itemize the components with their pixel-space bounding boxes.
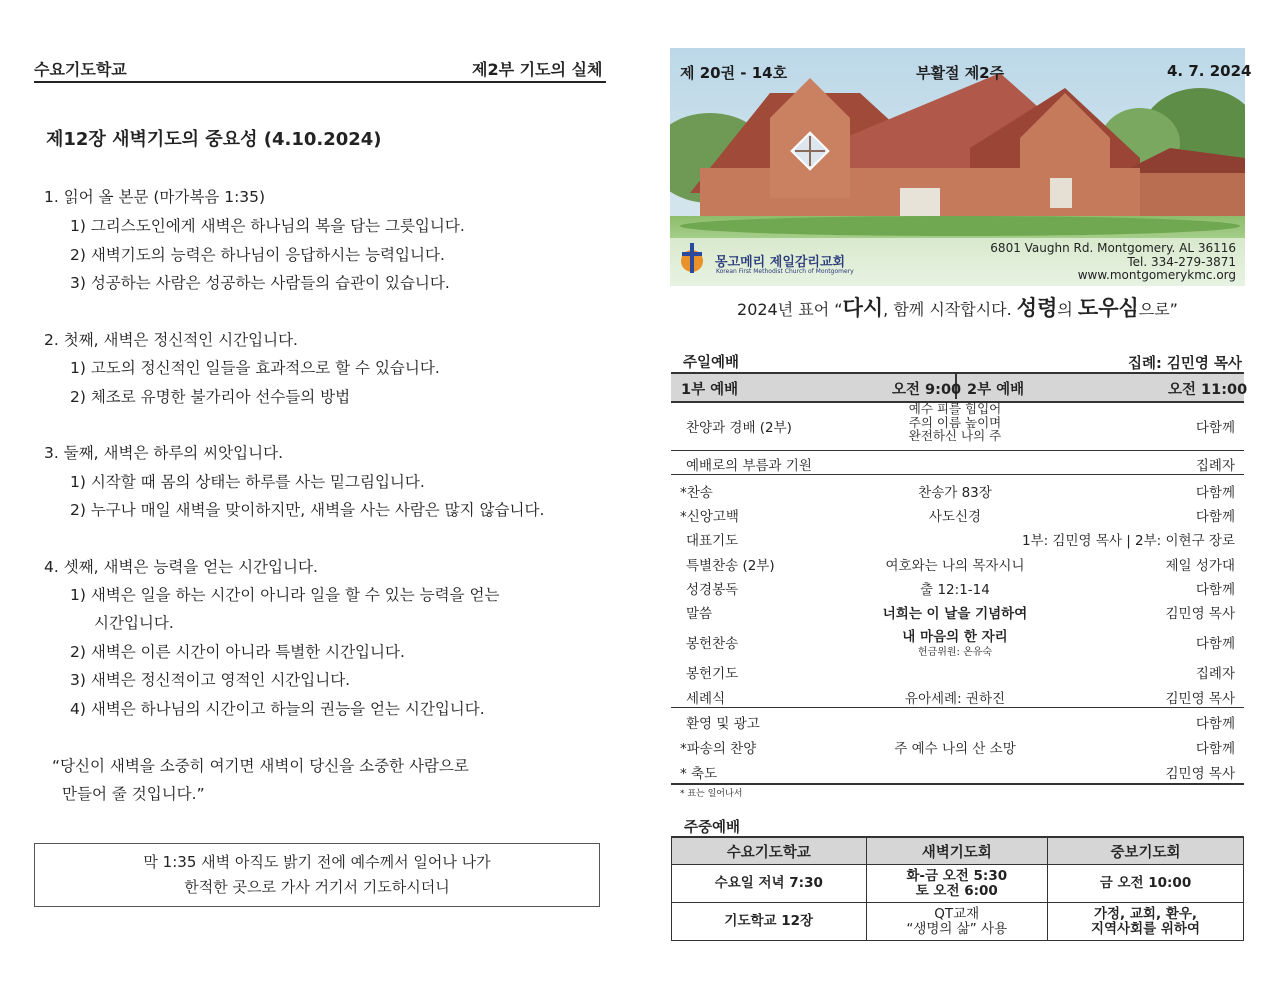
yearly-motto [670, 292, 1245, 322]
order-item-label: *파송의 찬양 [680, 741, 757, 757]
praise-song: 예수 피를 힘입어 [908, 401, 1002, 416]
order-item-label: 말씀 [686, 606, 713, 622]
bulletin-date: 4. 7. 2024 [1167, 62, 1252, 80]
order-item-content: 사도신경 [928, 509, 982, 525]
cell-line: “생명의 삶” 사용 [906, 920, 1008, 937]
offering-note: 헌금위원: 온유숙 [917, 647, 993, 658]
part-header: 제2부 기도의 실체 [472, 60, 603, 79]
motto-prefix: 2024년 표어 “ [737, 300, 843, 319]
column-header: 수요기도학교 [672, 837, 867, 865]
order-item-who: 다함께 [1195, 716, 1235, 732]
section-item: 1) 그리스도인에게 새벽은 하나님의 복을 담는 그릇입니다. [70, 217, 465, 235]
order-item-who: 김민영 목사 [1165, 766, 1235, 782]
order-item-who: 다함께 [1195, 485, 1235, 501]
section-item: 1) 시작할 때 몸의 상태는 하루를 사는 밑그림입니다. [70, 473, 425, 491]
table-cell [866, 865, 1047, 903]
order-item-label: 찬양과 경배 (2부) [686, 420, 792, 436]
chapter-title: 제12장 새벽기도의 중요성 (4.10.2024) [46, 129, 382, 150]
order-item-label: *찬송 [680, 485, 713, 501]
liturgical-season: 부활절 제2주 [916, 64, 1005, 82]
church-name-en: Korean First Methodist Church of Montgomery [716, 268, 854, 275]
section-item: 2) 누구나 매일 새벽을 맞이하지만, 새벽을 사는 사람은 많지 않습니다. [70, 501, 545, 519]
column-header: 중보기도회 [1047, 837, 1243, 865]
cell-line: 토 오전 6:00 [915, 882, 998, 899]
section-heading: 3. 둘째, 새벽은 하루의 씨앗입니다. [44, 444, 284, 462]
scripture-box [34, 843, 600, 907]
order-item-label: 특별찬송 (2부) [686, 558, 775, 574]
offering-song: 내 마음의 한 자리 [902, 629, 1008, 645]
standing-footnote: * 표는 일어나서 [680, 789, 743, 799]
church-phone: Tel. 334-279-3871 [1127, 255, 1236, 269]
section-item: 2) 새벽은 이른 시간이 아니라 특별한 시간입니다. [70, 643, 405, 661]
table-cell: 금 오전 10:00 [1047, 865, 1243, 903]
section-item: 2) 새벽기도의 능력은 하나님이 응답하시는 능력입니다. [70, 246, 445, 264]
order-item-who: 다함께 [1195, 509, 1235, 525]
first-service-time: 오전 9:00 [892, 382, 962, 398]
second-service-time: 오전 11:00 [1168, 382, 1248, 398]
order-divider [671, 474, 1244, 475]
order-item-label: 성경봉독 [686, 582, 739, 598]
order-item-content: 유아세례: 권하진 [904, 691, 1006, 707]
order-item-who: 다함께 [1195, 636, 1235, 652]
order-divider [671, 450, 1244, 451]
table-cell: 기도학교 12장 [672, 903, 867, 941]
table-header-row [672, 837, 1244, 865]
motto-text: , 함께 시작합시다. [883, 300, 1017, 319]
section-item: 4) 새벽은 하나님의 시간이고 하늘의 권능을 얻는 시간입니다. [70, 700, 485, 718]
section-heading: 2. 첫째, 새벽은 정신적인 시간입니다. [44, 331, 298, 349]
table-row [672, 903, 1244, 941]
quote-line: 만들어 줄 것입니다.” [62, 785, 205, 803]
first-service-label: 1부 예배 [681, 382, 739, 398]
section-heading: 1. 읽어 올 본문 (마가복음 1:35) [44, 188, 266, 206]
quote-line: “당신이 새벽을 소중히 여기면 새벽이 당신을 소중한 사람으로 [52, 757, 469, 775]
scripture-line: 한적한 곳으로 가사 거기서 기도하시더니 [184, 878, 450, 896]
order-item-who: 다함께 [1195, 741, 1235, 757]
order-item-content: 여호와는 나의 목자시니 [885, 558, 1025, 574]
church-website: www.montgomerykmc.org [1077, 268, 1236, 282]
order-item-who: 김민영 목사 [1165, 606, 1235, 622]
sermon-title: 너희는 이 날을 기념하여 [882, 606, 1028, 622]
order-item-who: 집례자 [1195, 666, 1235, 682]
section-item: 1) 고도의 정신적인 일들을 효과적으로 할 수 있습니다. [70, 359, 440, 377]
service-leader: 집례: 김민영 목사 [1128, 356, 1242, 372]
section-item: 2) 체조로 유명한 불가리아 선수들의 방법 [70, 388, 351, 406]
church-name: 몽고메리 제일감리교회 [715, 255, 846, 270]
weekday-service-title: 주중예배 [684, 820, 741, 836]
header-divider [34, 81, 606, 83]
table-cell [1047, 903, 1243, 941]
section-item: 3) 새벽은 정신적이고 영적인 시간입니다. [70, 671, 351, 689]
praise-song: 주의 이름 높이며 [908, 414, 1002, 430]
order-item-label: 대표기도 [686, 533, 739, 549]
praise-songs [870, 402, 1040, 443]
cell-line: 화-금 오전 5:30 [906, 867, 1008, 884]
order-item-who: 김민영 목사 [1165, 691, 1235, 707]
order-item-label: 세례식 [686, 691, 726, 707]
order-item-label: 봉헌기도 [686, 666, 739, 682]
motto-emphasis: 도우심 [1077, 296, 1139, 320]
motto-emphasis: 성령 [1016, 296, 1058, 320]
volume-number: 제 20권 - 14호 [680, 64, 788, 82]
order-item-who: 다함께 [1195, 420, 1235, 436]
section-heading: 4. 셋째, 새벽은 능력을 얻는 시간입니다. [44, 558, 318, 576]
table-cell: 수요일 저녁 7:30 [672, 865, 867, 903]
church-address: 6801 Vaughn Rd. Montgomery. AL 36116 [990, 241, 1236, 255]
motto-text: 의 [1057, 300, 1078, 319]
table-cell [866, 903, 1047, 941]
order-item-label: *신앙고백 [680, 509, 739, 525]
column-header: 새벽기도회 [866, 837, 1047, 865]
order-item-content: 출 12:1-14 [920, 582, 990, 598]
order-divider [671, 707, 1244, 708]
order-item-label: 봉헌찬송 [686, 636, 739, 652]
weekday-service-table [671, 836, 1244, 941]
order-item-who: 제일 성가대 [1165, 558, 1235, 574]
order-item-content: 찬송가 83장 [918, 485, 992, 501]
cell-line: 가정, 교회, 환우, [1093, 905, 1197, 922]
order-item-label: 환영 및 광고 [686, 716, 760, 732]
order-item-label: * 축도 [680, 766, 718, 782]
section-item: 3) 성공하는 사람은 성공하는 사람들의 습관이 있습니다. [70, 274, 450, 292]
motto-text: 으로” [1138, 300, 1178, 319]
cell-line: 지역사회를 위하여 [1090, 920, 1200, 937]
order-item-content: 주 예수 나의 산 소망 [894, 741, 1016, 757]
scripture-line: 막 1:35 새벽 아직도 밝기 전에 예수께서 일어나 나가 [143, 853, 491, 871]
cell-line: QT교재 [934, 905, 980, 922]
second-service-label: 2부 예배 [967, 382, 1025, 398]
order-item-who: 집례자 [1195, 458, 1235, 474]
school-header: 수요기도학교 [34, 60, 127, 79]
order-item-who: 1부: 김민영 목사 | 2부: 이현구 장로 [1021, 533, 1235, 549]
table-row [672, 865, 1244, 903]
order-end-divider [671, 783, 1244, 785]
sunday-service-title: 주일예배 [683, 355, 740, 371]
praise-song: 완전하신 나의 주 [908, 428, 1002, 443]
order-item-label: 예배로의 부름과 기원 [686, 458, 812, 474]
order-item-who: 다함께 [1195, 582, 1235, 598]
section-item: 시간입니다. [94, 614, 174, 632]
motto-emphasis: 다시 [842, 296, 884, 320]
section-item: 1) 새벽은 일을 하는 시간이 아니라 일을 할 수 있는 능력을 얻는 [70, 586, 500, 604]
